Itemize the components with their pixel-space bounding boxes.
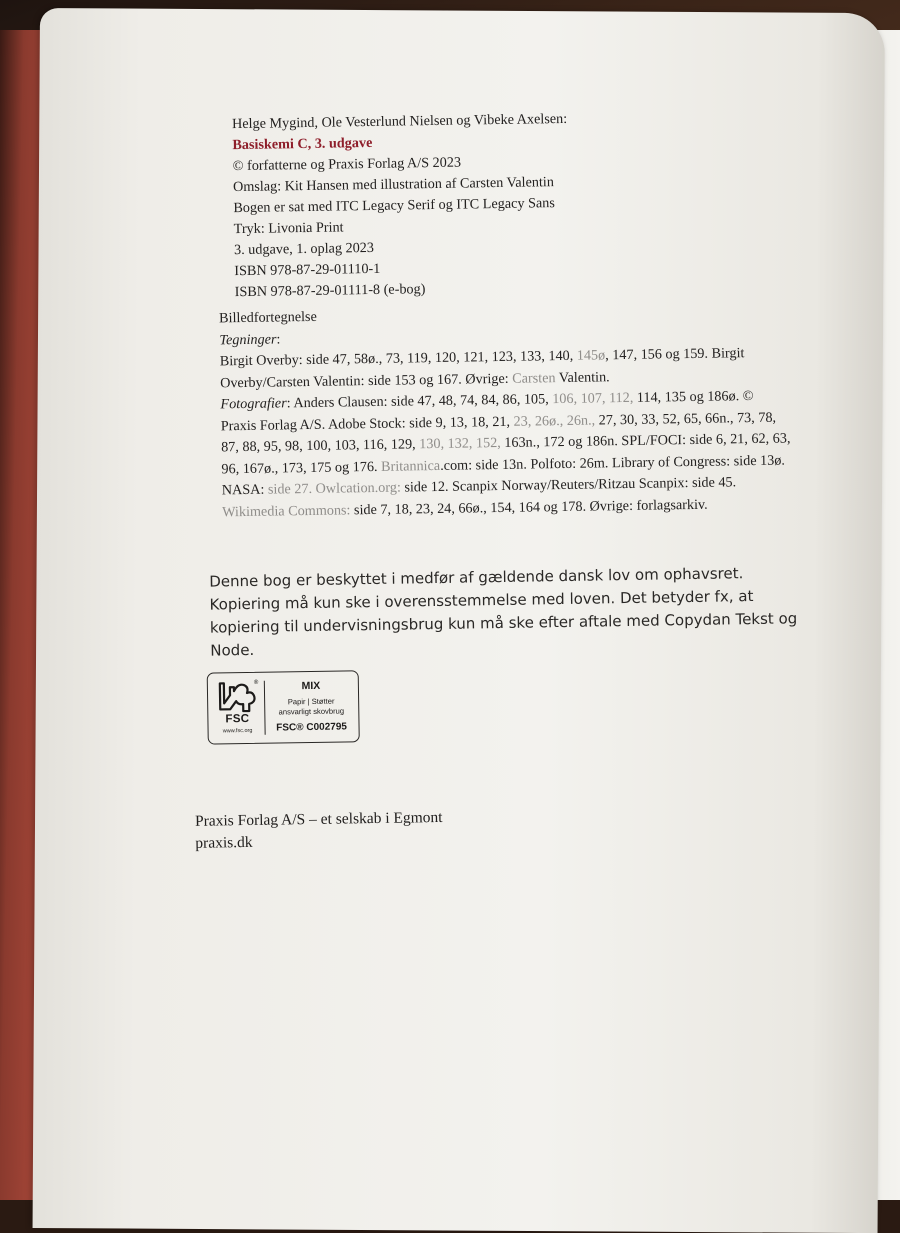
photos-label: Fotografier (220, 395, 287, 413)
svg-text:®: ® (253, 679, 259, 686)
copyright-line: © forfatterne og Praxis Forlag A/S 2023 (232, 154, 462, 175)
drawings-label-colon: : (276, 330, 281, 347)
drawings-label: Tegninger (219, 330, 277, 348)
publisher-name: Praxis Forlag A/S – et selskab i Egmont (194, 808, 443, 830)
book-title: Basiskemi C, 3. udgave (232, 134, 373, 154)
typeset-info: Bogen er sat med ITC Legacy Serif og ITC Legacy Sans (233, 195, 555, 217)
colophon-info (232, 107, 695, 303)
edition: 3. udgave, 1. oplag 2023 (233, 239, 375, 259)
fsc-tree-icon (216, 677, 261, 718)
printer: Tryk: Livonia Print (233, 219, 344, 238)
drawings-credits: Birgit Overby: side 47, 58ø., 73, 119, 120, 121, 123, 133, 140, 145ø, 147, 156 og 159. Birgit Overby/Carsten Valentin: side 153 og 167. Øvrige: Carsten Valentin. (219, 345, 745, 391)
image-credits (219, 299, 792, 523)
publisher-info (195, 805, 596, 855)
copyright-notice: Denne bog er beskyttet i medfør af gældende dansk lov om ophavsret. Kopiering må kun ske i overensstemmelse med loven. Det betyder fx, at kopiering til undervisningsbrug kun må ske efter aftale med Copydan Tekst og Node. (209, 564, 798, 660)
fsc-logo-text: FSC (225, 712, 250, 726)
fsc-description: Papir | Støtter ansvarligt skovbrug (278, 696, 345, 717)
isbn-ebook: ISBN 978-87-29-01111-8 (e-bog) (234, 281, 426, 301)
publisher-website: praxis.dk (195, 833, 253, 852)
credits-heading: Billedfortegnelse (218, 308, 317, 327)
fsc-label (207, 670, 360, 744)
fsc-divider (264, 681, 266, 735)
cover-credit: Omslag: Kit Hansen med illustration af Carsten Valentin (232, 174, 555, 196)
authors: Helge Mygind, Ole Vesterlund Nielsen og Vibeke Axelsen: (231, 110, 568, 133)
isbn-print: ISBN 978-87-29-01110-1 (234, 260, 381, 280)
fsc-website: www.fsc.org (222, 727, 253, 735)
fsc-mix: MIX (301, 679, 321, 693)
photos-credits: Fotografier: Anders Clausen: side 47, 48, 74, 84, 86, 105, 106, 107, 112, 114, 135 og 186ø. © Praxis Forlag A/S. Adobe Stock: side 9, 13, 18, 21, 23, 26ø., 26n., 27, 30, 33, 52, 65, 66n., 73, 78, 87, 88, 95, 98, 100, 103, 116, 129, 130, 132, 152, 163n., 172 og 186n. SPL/FOCI: side 6, 21, 62, 63, 96, 167ø., 173, 175 og 176. Britannica.com: side 13n. Polfoto: 26m. Library of Congress: side 13ø. NASA: side 27. Owlcation.org: side 12. Scanpix Norway/Reuters/Ritzau Scanpix: side 45. Wikimedia Commons: side 7, 18, 23, 24, 66ø., 154, 164 og 178. Øvrige: forlagsarkiv. (220, 388, 791, 520)
fsc-code: FSC® C002795 (276, 721, 348, 734)
